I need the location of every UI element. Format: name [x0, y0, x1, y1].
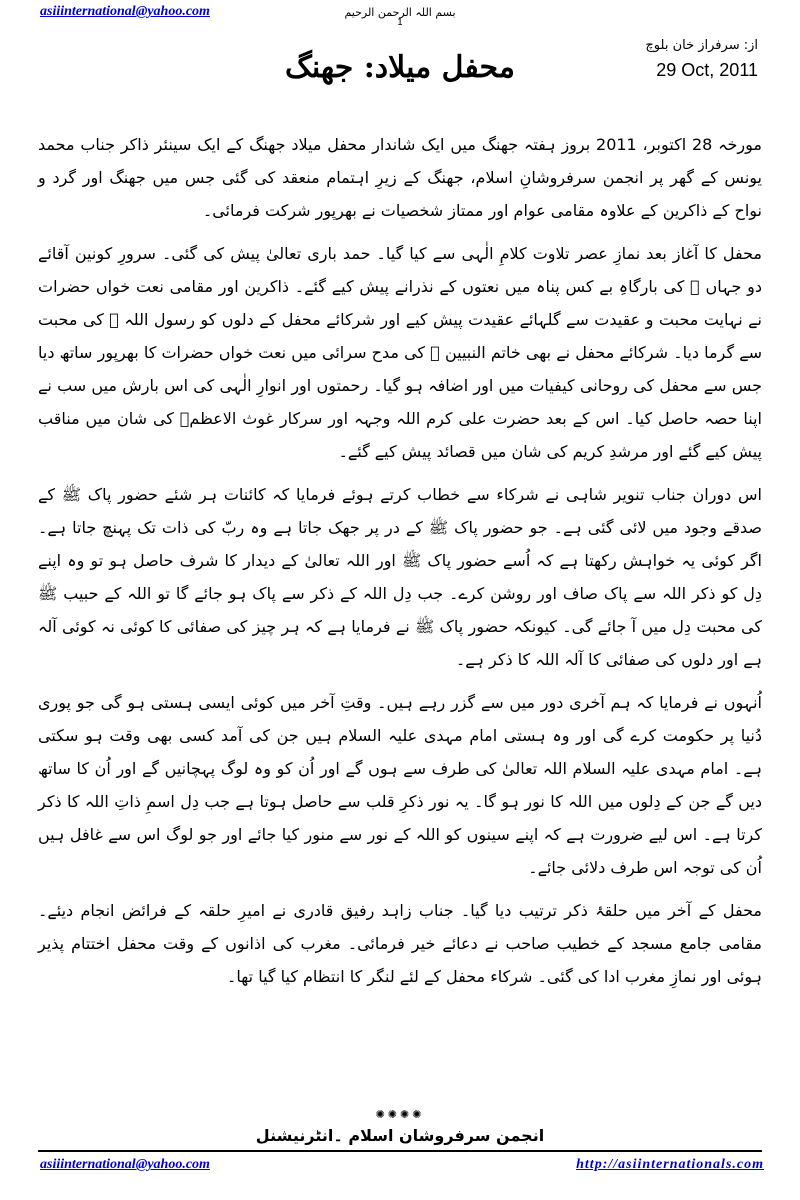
footer-divider — [38, 1150, 762, 1152]
paragraph-closing: محفل کے آخر میں حلقۂ ذکر ترتیب دیا گیا۔ جناب زاہد رفیق قادری نے امیرِ حلقہ کے فرائض انجام دیئے۔ مقامی جامع مسجد کے خطیب صاحب نے دعائے خیر فرمائی۔ مغرب کی اذانوں کے وقت محفل اختتام پذیر ہوئی اور نمازِ مغرب ادا کی گئی۔ شرکاء محفل کے لئے لنگر کا انتظام کیا گیا تھا۔ — [38, 901, 762, 986]
paragraph-proceedings: محفل کا آغاز بعد نمازِ عصر تلاوت کلامِ الٰہی سے کیا گیا۔ حمد باری تعالیٰ پیش کی گئی۔ سرورِ کونین آقائے دو جہاں ﷺ کی بارگاہِ بے کس پناہ میں نعتوں کے نذرانے پیش کیے گئے۔ ذاکرین اور مقامی نعت خواں حضرات نے نہایت محبت و عقیدت سے گلہائے عقیدت پیش کیے اور شرکائے محفل کے دلوں کو رسول اللہ ﷺ کی محبت سے گرما دیا۔ شرکائے محفل نے بھی خاتم النبیین ﷺ کی مدح سرائی میں نعت خواں حضرات کا بھرپور ساتھ دیا جس سے محفل کی روحانی کیفیات میں اور اضافہ ہو گیا۔ رحمتوں اور انوارِ الٰہی کی اس بارش میں سب نے اپنا حصہ حاصل کیا۔ اس کے بعد حضرت علی کرم اللہ وجہہ اور سرکار غوث الاعظمؒ کی شان میں مناقب پیش کیے گئے اور مرشدِ کریم کی شان میں قصائد پیش کیے گئے۔ — [38, 244, 763, 461]
page-title: محفل میلاد: جھنگ — [285, 50, 515, 85]
article-date: 29 Oct, 2011 — [656, 60, 758, 80]
bismillah: بسم اللہ الرحمن الرحیم — [344, 6, 456, 19]
header-email-link[interactable]: asiiinternational@yahoo.com — [40, 4, 210, 19]
page-number: 1 — [397, 18, 403, 28]
footer-email-link[interactable]: asiiinternational@yahoo.com — [40, 1157, 210, 1172]
article-body — [38, 128, 762, 1003]
paragraph-imam-mahdi: اُنہوں نے فرمایا کہ ہم آخری دور میں سے گزر رہے ہیں۔ وقتِ آخر میں کوئی ایسی ہستی ہو گی جو پوری دُنیا پر حکومت کرے گی اور وہ ہستی امام مہدی علیہ السلام ہیں جن کی آمد کسی بھی وقت ہو سکتی ہے۔ امام مہدی علیہ السلام اللہ تعالیٰ کی طرف سے ہوں گے اور اُن کو وہ لوگ پہچانیں گے اور اُن کا ساتھ دیں گے جن کے دِلوں میں اللہ کا نور ہو گا۔ یہ نور ذکرِ قلب سے حاصل ہوتا ہے جب دِل اسمِ ذاتِ اللہ کا ذکر کرتا ہے۔ اس لیے ضرورت ہے کہ اپنے سینوں کو اللہ کے نور سے منور کیا جائے اور جو لوگ اس سے غافل ہیں اُن کی توجہ اس طرف دلائی جائے۔ — [38, 693, 762, 877]
paragraph-speech: اس دوران جناب تنویر شاہی نے شرکاء سے خطاب کرتے ہوئے فرمایا کہ کائنات ہر شئے حضور پاک ﷺ کے صدقے وجود میں لائی گئی ہے۔ جو حضور پاک ﷺ کے در پر جھک جاتا ہے وہ ربّ کی ذات تک پہنچ جاتا ہے۔ اگر کوئی یہ خواہش رکھتا ہے کہ اُسے حضور پاک ﷺ اور اللہ تعالیٰ کے دیدار کا شرف حاصل ہو تو وہ اپنے دِل کو ذکر اللہ سے پاک صاف اور روشن کرے۔ جب دِل اللہ کے ذکر سے پاک ہو جائے گا تو اللہ کے حبیب ﷺ کی محبت دِل میں آ جائے گی۔ کیونکہ حضور پاک ﷺ نے فرمایا ہے کہ ہر چیز کی صفائی کا کوئی نہ کوئی آلہ ہے اور دلوں کی صفائی کا آلہ اللہ کا ذکر ہے۔ — [38, 485, 762, 669]
footer-organization: انجمن سرفروشان اسلام ۔انٹرنیشنل — [255, 1126, 545, 1145]
divider-stars: ✺✺✺✺ — [375, 1108, 425, 1121]
footer-website-link[interactable]: http://asiinternationals.com — [576, 1157, 764, 1172]
paragraph-intro: مورخہ 28 اکتوبر، 2011 بروز ہفتہ جھنگ میں ایک شاندار محفل میلاد جھنگ کے ایک سینئر ذاکر جناب محمد یونس کے گھر پر انجمن سرفروشانِ اسلام، جھنگ کے زیرِ اہتمام منعقد کی گئی جس میں جھنگ اور گرد و نواح کے ذاکرین کے علاوہ مقامی عوام اور ممتاز شخصیات نے بھرپور شرکت فرمائی۔ — [38, 135, 762, 220]
author-line: از: سرفراز خان بلوچ — [645, 38, 758, 53]
